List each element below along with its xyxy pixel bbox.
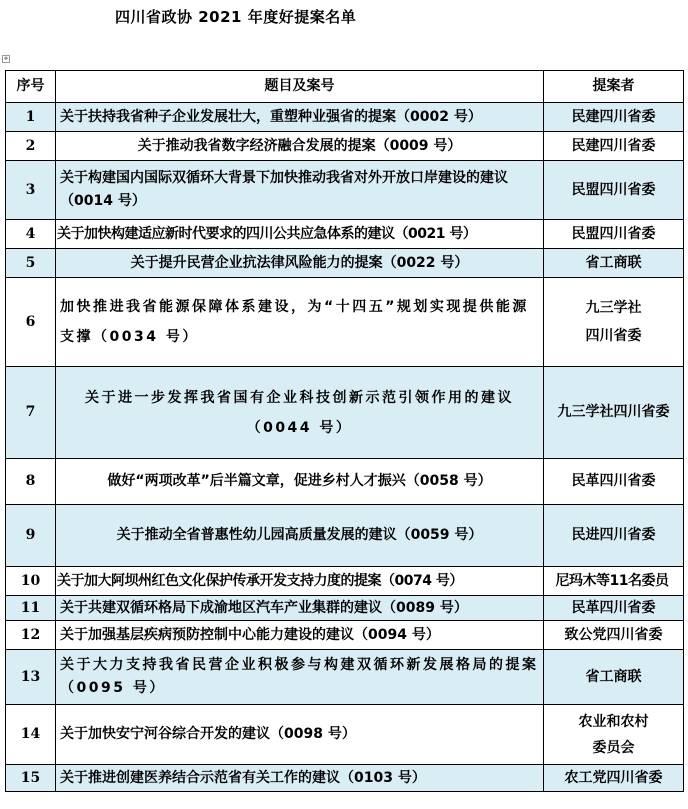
row-proposer: 农工党四川省委 (544, 765, 684, 792)
table-row (6, 161, 684, 220)
row-no: 8 (6, 459, 56, 505)
row-proposer: 省工商联 (544, 650, 684, 705)
table-row (6, 505, 684, 567)
proposer-line: 四川省委 (585, 328, 642, 344)
table-row (6, 278, 684, 367)
row-topic: 关于进一步发挥我省国有企业科技创新示范引领作用的建议（0044 号） (56, 367, 544, 459)
row-no: 11 (6, 596, 56, 621)
row-proposer: 民建四川省委 (544, 132, 684, 161)
proposer-line: 农业和农村 (578, 713, 649, 730)
row-topic: 关于加强基层疾病预防控制中心能力建设的建议（0094 号） (56, 621, 544, 650)
row-topic: 加快推进我省能源保障体系建设，为“十四五”规划实现提供能源支撑（0034 号） (56, 278, 544, 367)
row-topic (56, 220, 544, 249)
row-topic: 关于推动全省普惠性幼儿园高质量发展的建议（0059 号） (56, 505, 544, 567)
row-no: 9 (6, 505, 56, 567)
table-row (6, 367, 684, 459)
row-proposer: 民革四川省委 (544, 459, 684, 505)
table-row (6, 220, 684, 249)
row-topic: 关于提升民营企业抗法律风险能力的提案（0022 号） (56, 249, 544, 278)
row-no: 2 (6, 132, 56, 161)
table-row (6, 567, 684, 596)
row-topic (56, 567, 544, 596)
row-proposer-text: 尼玛木等11名委员 (555, 572, 669, 589)
table-move-handle-icon[interactable]: ✥ (3, 56, 9, 62)
table-header-row (6, 71, 684, 103)
table-row (6, 459, 684, 505)
row-no: 4 (6, 220, 56, 249)
table-row (6, 596, 684, 621)
row-topic: 关于扶持我省种子企业发展壮大，重塑种业强省的提案（0002 号） (56, 103, 544, 132)
table-row (6, 650, 684, 705)
row-no: 14 (6, 705, 56, 765)
table-row (6, 103, 684, 132)
row-no: 6 (6, 278, 56, 367)
table-row (6, 132, 684, 161)
row-topic: 关于加快安宁河谷综合开发的建议（0098 号） (56, 705, 544, 765)
table-row (6, 765, 684, 792)
row-no: 1 (6, 103, 56, 132)
header-topic: 题目及案号 (56, 71, 544, 103)
row-topic: 关于大力支持我省民营企业积极参与构建双循环新发展格局的提案（0095 号） (56, 650, 544, 705)
row-proposer (544, 278, 684, 367)
row-no: 5 (6, 249, 56, 278)
row-topic: 关于构建国内国际双循环大背景下加快推动我省对外开放口岸建设的建议（0014 号） (56, 161, 544, 220)
row-proposer (544, 705, 684, 765)
row-topic: 关于推进创建医养结合示范省有关工作的建议（0103 号） (56, 765, 544, 792)
row-topic-text: 关于加快构建适应新时代要求的四川公共应急体系的建议（0021 号） (57, 225, 477, 242)
page-title: 四川省政协 2021 年度好提案名单 (115, 8, 357, 26)
table-row (6, 249, 684, 278)
row-proposer: 民建四川省委 (544, 103, 684, 132)
header-proposer: 提案者 (544, 71, 684, 103)
row-no: 12 (6, 621, 56, 650)
row-proposer (544, 567, 684, 596)
row-proposer: 九三学社四川省委 (544, 367, 684, 459)
row-proposer: 民盟四川省委 (544, 220, 684, 249)
row-no: 3 (6, 161, 56, 220)
proposer-line: 委员会 (592, 739, 635, 756)
proposer-line: 九三学社 (585, 300, 642, 316)
row-topic: 关于推动我省数字经济融合发展的提案（0009 号） (56, 132, 544, 161)
row-topic: 关于共建双循环格局下成渝地区汽车产业集群的建议（0089 号） (56, 596, 544, 621)
row-proposer: 致公党四川省委 (544, 621, 684, 650)
row-proposer: 省工商联 (544, 249, 684, 278)
row-proposer: 民革四川省委 (544, 596, 684, 621)
row-proposer: 民盟四川省委 (544, 161, 684, 220)
header-no: 序号 (6, 71, 56, 103)
row-proposer: 民进四川省委 (544, 505, 684, 567)
row-topic: 做好“两项改革”后半篇文章，促进乡村人才振兴（0058 号） (56, 459, 544, 505)
row-no: 13 (6, 650, 56, 705)
row-topic-text: 关于加大阿坝州红色文化保护传承开发支持力度的提案（0074 号） (57, 572, 463, 589)
row-no: 10 (6, 567, 56, 596)
row-no: 7 (6, 367, 56, 459)
proposal-table (5, 70, 684, 792)
row-no: 15 (6, 765, 56, 792)
table-row (6, 705, 684, 765)
table-row (6, 621, 684, 650)
